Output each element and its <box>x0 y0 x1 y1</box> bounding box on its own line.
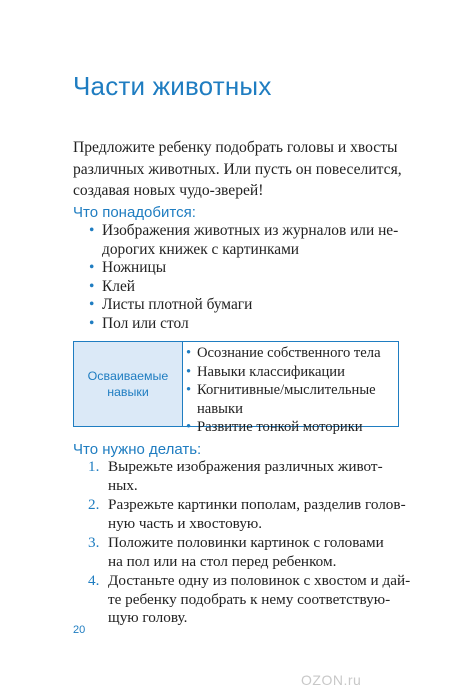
skills-box <box>73 341 399 435</box>
step-number: 3. <box>88 534 100 551</box>
step-line: Положите половинки картинок с головами <box>108 534 384 551</box>
step-item <box>88 496 408 533</box>
watermark: OZON.ru <box>301 672 362 688</box>
step-item <box>88 572 411 628</box>
steps-heading: Что нужно делать: <box>73 441 202 458</box>
skills-list-item: • Навыки классификации <box>183 363 398 382</box>
needs-list-item <box>88 278 408 297</box>
needs-list <box>88 222 408 333</box>
step-line: ных. <box>108 476 138 494</box>
step-line: на пол или на стол перед ребенком. <box>108 552 337 570</box>
skills-label: Осваиваемые навыки <box>87 369 169 399</box>
step-number: 2. <box>88 496 100 513</box>
needs-list-item <box>88 259 408 278</box>
intro-line: создавая новых чудо-зверей! <box>73 182 264 199</box>
skills-list <box>183 342 398 435</box>
skills-list-item: • Осознание собственного тела <box>183 344 398 363</box>
steps-list <box>88 458 411 629</box>
needs-list-item <box>88 222 408 259</box>
step-line: щую голову. <box>108 609 188 626</box>
intro-paragraph <box>73 137 403 202</box>
needs-list-item <box>88 296 408 315</box>
step-number: 1. <box>88 458 100 475</box>
step-line: Вырежьте изображения различных живот- <box>108 458 383 475</box>
needs-item-line: • Пол или стол <box>102 314 189 332</box>
needs-item-line: • Ножницы <box>102 259 167 276</box>
needs-item-line: дорогих книжек с картинками <box>102 240 300 258</box>
step-line: те ребенку подобрать к нему соответствую- <box>108 590 391 608</box>
skills-label-cell <box>74 342 183 426</box>
skills-list-item: • Когнитивные/мыслительные навыки <box>183 381 398 418</box>
needs-item-line: • Изображения животных из журналов или не- <box>102 222 399 239</box>
step-item <box>88 458 408 495</box>
needs-list-item <box>88 315 408 334</box>
skills-list-item: • Развитие тонкой моторики <box>183 418 398 437</box>
step-line: ную часть и хвостовую. <box>108 514 263 532</box>
page-number: 20 <box>73 624 86 636</box>
step-item <box>88 534 408 571</box>
page-title: Части животных <box>73 71 272 101</box>
step-number: 4. <box>88 572 100 589</box>
step-line: Разрежьте картинки пополам, разделив голов- <box>108 496 406 513</box>
intro-line: различных животных. Или пусть он повеселится, <box>73 160 402 178</box>
needs-heading: Что понадобится: <box>73 204 196 221</box>
needs-item-line: • Клей <box>102 277 136 295</box>
step-line: Достаньте одну из половинок с хвостом и дай- <box>108 572 411 589</box>
needs-item-line: • Листы плотной бумаги <box>102 296 253 313</box>
intro-line: Предложите ребенку подобрать головы и хвосты <box>73 139 398 156</box>
